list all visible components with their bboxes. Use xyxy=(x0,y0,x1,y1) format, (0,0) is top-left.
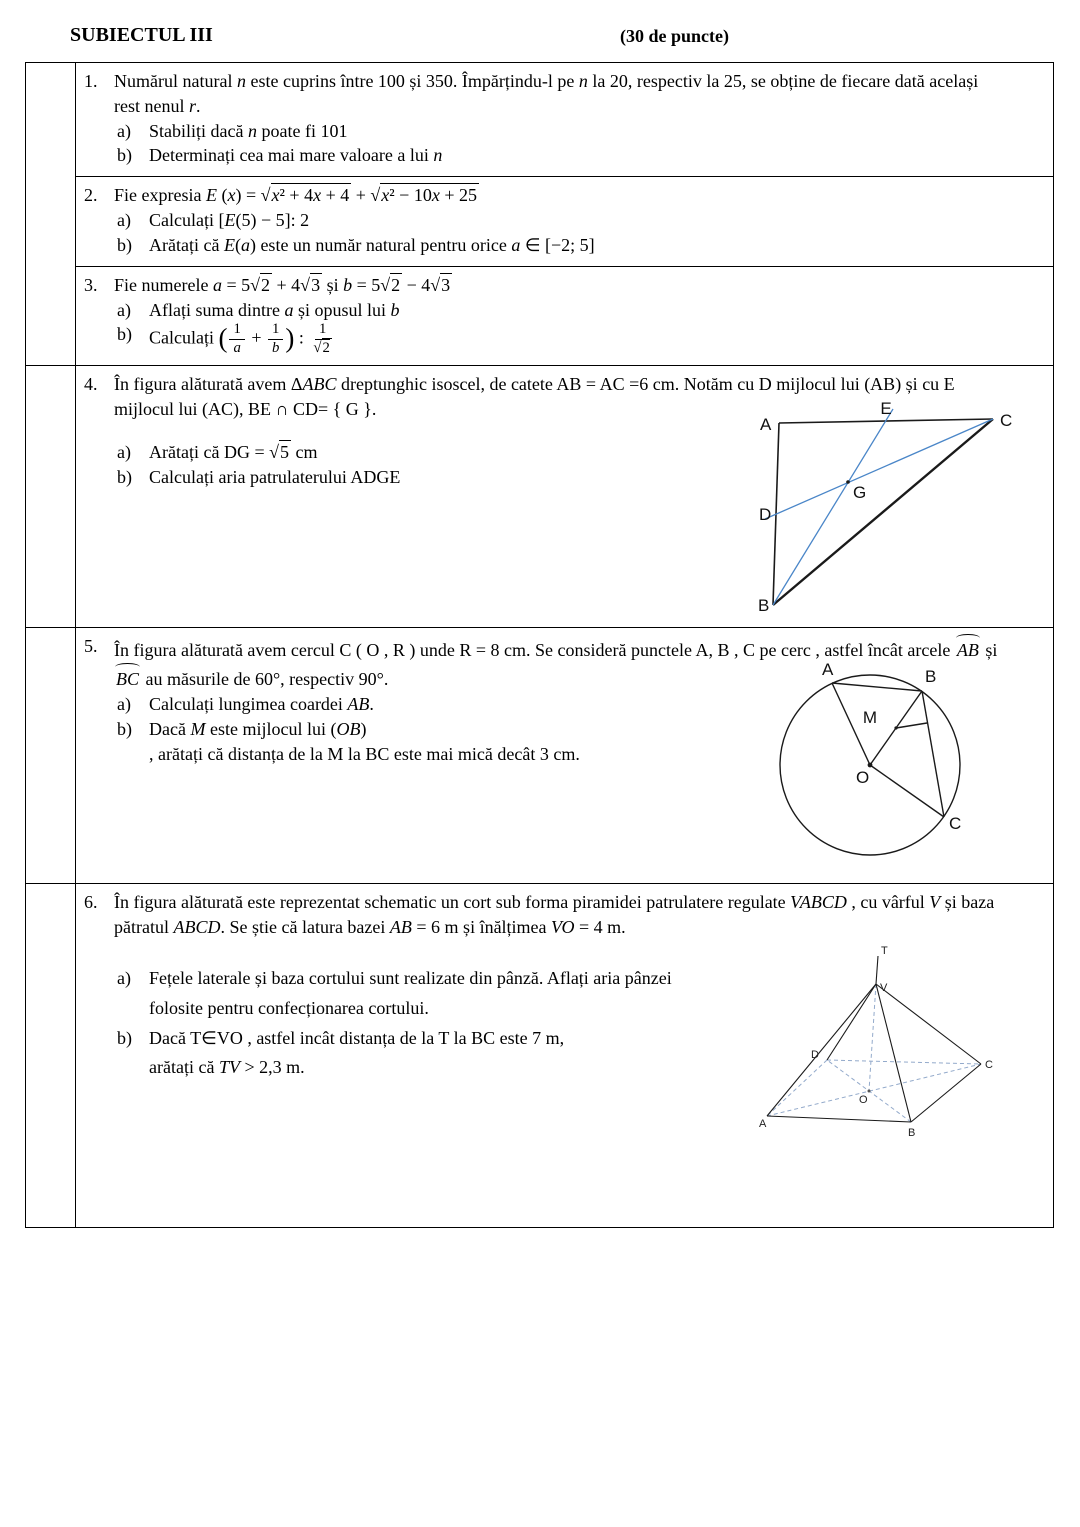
item-text-cont: arătați că TV > 2,3 m. xyxy=(149,1057,305,1078)
score-cell-1-3 xyxy=(26,63,76,366)
item-label: a) xyxy=(117,210,131,231)
item-text: Calculați ( $\frac{1}{a}$ + $\frac{1}{b}$ ) : $\frac{1}{√2}$ xyxy=(149,321,330,357)
problem-2-item-a xyxy=(117,208,1004,233)
problem-5-number: 5. xyxy=(84,636,98,657)
fig6-label-d: D xyxy=(811,1049,819,1062)
item-label: b) xyxy=(117,718,132,739)
item-label: b) xyxy=(117,1027,132,1048)
figure-circle xyxy=(772,661,974,869)
fig4-label-e: E xyxy=(880,399,892,419)
fig5-label-m: M xyxy=(862,708,877,728)
problem-3-number: 3. xyxy=(84,274,98,295)
problem-3-item-b xyxy=(117,322,1004,357)
item-text: Arătați că E(a) este un număr natural pentru orice a ∈ [−2; 5] xyxy=(149,234,595,255)
problem-4-number: 4. xyxy=(84,374,98,395)
edge-vb xyxy=(876,984,911,1122)
cevian-cd xyxy=(765,419,993,519)
score-cell-4 xyxy=(26,366,76,628)
item-text-cont: , arătați că distanța de la M la BC este mai mică decât 3 cm. xyxy=(149,743,580,764)
problem-2-intro: Fie expresia E (x) = √x² + 4x + 4 + √x² − 10x + 25 xyxy=(114,185,477,206)
points-label: (30 de puncte) xyxy=(620,26,729,46)
point-o xyxy=(868,1090,871,1093)
edge-bc xyxy=(773,419,993,605)
fig5-label-o: O xyxy=(856,768,870,788)
edge-da-hidden xyxy=(767,1060,827,1116)
item-label: a) xyxy=(117,967,131,988)
item-text: Arătați că DG = √5 cm xyxy=(149,441,318,462)
segment-tv xyxy=(876,956,878,984)
figure-right-triangle xyxy=(757,399,1013,617)
edge-ab xyxy=(767,1116,911,1122)
problem-6-number: 6. xyxy=(84,892,98,913)
page-header xyxy=(0,0,1080,62)
problem-2 xyxy=(76,177,1053,266)
item-label: a) xyxy=(117,299,131,320)
edge-dc-hidden xyxy=(827,1060,981,1064)
page-title: SUBIECTUL III xyxy=(70,24,213,46)
item-label: a) xyxy=(117,693,131,714)
problem-5 xyxy=(76,628,1053,884)
problem-3-intro: Fie numerele a = 5√2 + 4√3 și b = 5√2 − 4√3 xyxy=(114,274,451,295)
problem-6-intro: În figura alăturată este reprezentat schematic un cort sub forma piramidei patrulatere regulate VABCD , cu vârful V și baza pătratul ABCD. Se știe că latura bazei AB = 6 m și înălțimea VO = 4 m. xyxy=(114,892,995,938)
point-m xyxy=(894,727,897,730)
point-o xyxy=(868,763,873,768)
fig6-label-o: O xyxy=(859,1094,868,1107)
item-label: b) xyxy=(117,234,132,255)
exam-table xyxy=(25,62,1054,1228)
problem-1-intro: Numărul natural n este cuprins între 100 și 350. Împărțindu-l pe n la 20, respectiv la 25, se obține de fiecare dată același rest nenul r. xyxy=(114,71,979,116)
fig4-label-d: D xyxy=(759,505,772,525)
fig4-label-b: B xyxy=(758,596,770,616)
item-text-cont: folosite pentru confecționarea cortului. xyxy=(149,997,429,1018)
problem-3-item-a xyxy=(117,298,1004,323)
fig6-label-a: A xyxy=(759,1118,767,1131)
item-text: Calculați [E(5) − 5]: 2 xyxy=(149,210,310,231)
item-text: Aflați suma dintre a și opusul lui b xyxy=(149,299,400,320)
problem-6 xyxy=(76,884,1053,1227)
fig4-label-c: C xyxy=(1000,411,1013,431)
item-text: Determinați cea mai mare valoare a lui n xyxy=(149,145,443,166)
fig4-label-a: A xyxy=(760,415,772,435)
item-label: a) xyxy=(117,120,131,141)
problem-3 xyxy=(76,267,1053,367)
fig5-label-b: B xyxy=(925,667,937,687)
fig5-label-a: A xyxy=(822,660,834,680)
figure-pyramid xyxy=(759,944,994,1149)
fig6-label-c: C xyxy=(985,1059,993,1072)
problem-1-item-a xyxy=(117,119,1004,144)
item-text: Dacă M este mijlocul lui (OB) xyxy=(149,718,367,739)
segment-m-bc xyxy=(896,723,927,728)
item-text: Calculați lungimea coardei AB. xyxy=(149,693,374,714)
height-vo xyxy=(869,984,876,1091)
edge-vc xyxy=(876,984,981,1064)
item-label: b) xyxy=(117,324,132,345)
fig5-label-c: C xyxy=(949,814,962,834)
item-label: a) xyxy=(117,441,131,462)
problem-4-intro: În figura alăturată avem ΔABC dreptunghic isoscel, de catete AB = AC =6 cm. Notăm cu D mijlocul lui (AB) și cu E mijlocul lui (AC), BE ∩ CD= { G }. xyxy=(114,374,955,420)
item-label: b) xyxy=(117,466,132,487)
score-cell-6 xyxy=(26,884,76,1227)
problem-1-number: 1. xyxy=(84,71,98,91)
point-g xyxy=(846,481,850,485)
fig6-label-t: T xyxy=(881,945,888,958)
problem-1-item-b xyxy=(117,143,1004,168)
item-text: Stabiliți dacă n poate fi 101 xyxy=(149,120,348,141)
radius-oc xyxy=(870,765,944,817)
edge-vd xyxy=(827,984,876,1060)
fig6-label-b: B xyxy=(908,1127,916,1140)
problem-2-number: 2. xyxy=(84,185,98,206)
problem-4 xyxy=(76,366,1053,628)
item-text: Dacă T∈VO , astfel incât distanța de la T la BC este 7 m, xyxy=(149,1027,565,1048)
fig4-label-g: G xyxy=(853,483,867,503)
score-cell-5 xyxy=(26,628,76,884)
item-label: b) xyxy=(117,145,132,166)
problem-1 xyxy=(76,63,1053,177)
item-text: Calculați aria patrulaterului ADGE xyxy=(149,466,401,487)
problem-2-item-b xyxy=(117,233,1004,258)
problem-5-intro: În figura alăturată avem cercul C ( O , R ) unde R = 8 cm. Se consideră punctele A, B , C pe cerc , astfel încât arcele AB și BC au măsurile de 60°, respectiv 90°. xyxy=(114,634,1004,692)
item-text: Fețele laterale și baza cortului sunt realizate din pânză. Aflați aria pânzei xyxy=(149,967,672,988)
fig6-label-v: V xyxy=(880,982,888,995)
